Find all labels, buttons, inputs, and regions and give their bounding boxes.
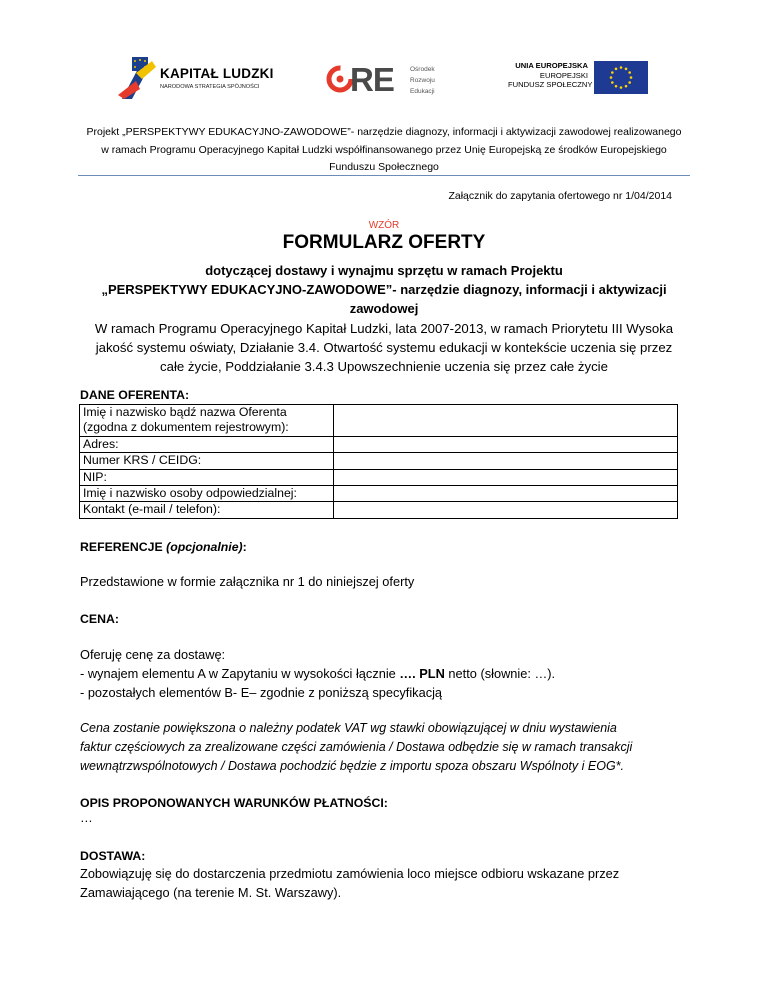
vat-note-line: Cena zostanie powiększona o należny podatek VAT wg stawki obowiązującej w dniu wystawienia: [80, 721, 617, 735]
table-row: [80, 453, 678, 469]
address-label: Adres:: [80, 436, 334, 452]
ore-text: RE: [350, 61, 394, 98]
eu-star-icon: [611, 71, 614, 74]
attachment-note: Załącznik do zapytania ofertowego nr 1/04/2014: [448, 190, 672, 202]
price-items-b-e: - pozostałych elementów B- E– zgodnie z poniższą specyfikacją: [80, 685, 443, 700]
project-description: Projekt „PERSPEKTYWY EDUKACYJNO-ZAWODOWE”- narzędzie diagnozy, informacji i aktywizacji zawodowej realizowanego w ramach Programu Operacyjnego Kapitał Ludzki współfinansowanego przez Unię Europejską ze środków Europejskiego Funduszu Społecznego: [86, 126, 682, 173]
eu-star-icon: [620, 66, 623, 69]
eu-star-icon: [630, 76, 633, 79]
kapital-ludzki-subtitle: NARODOWA STRATEGIA SPÓJNOŚCI: [160, 84, 260, 90]
kapital-ludzki-emblem-icon: [118, 55, 158, 100]
eu-star-icon: [615, 68, 618, 71]
krs-field[interactable]: [334, 453, 678, 469]
table-row: [80, 486, 678, 502]
page-title: FORMULARZ OFERTY: [282, 232, 486, 253]
responsible-person-field[interactable]: [334, 486, 678, 502]
nip-field[interactable]: [334, 469, 678, 485]
offeror-name-field[interactable]: [334, 405, 678, 437]
offeror-name-label: Imię i nazwisko bądź nazwa Oferenta (zgodna z dokumentem rejestrowym):: [80, 405, 334, 437]
eu-star-icon: [628, 71, 631, 74]
template-label: WZÓR: [368, 220, 400, 231]
table-row: [80, 436, 678, 452]
offeror-table: [79, 404, 678, 519]
contact-field[interactable]: [334, 502, 678, 518]
krs-label: Numer KRS / CEIDG:: [80, 453, 334, 469]
ore-logo: [326, 60, 456, 100]
table-row: [80, 469, 678, 485]
eu-star-icon: [611, 81, 614, 84]
payment-text: …: [80, 810, 93, 825]
references-text: Przedstawione w formie załącznika nr 1 do niniejszej oferty: [80, 574, 415, 589]
nip-label: NIP:: [80, 469, 334, 485]
eu-star-icon: [628, 81, 631, 84]
vat-note-line: faktur częściowych za zrealizowane części zamówienia / Dostawa odbędzie się w ramach transakcji: [80, 740, 633, 754]
references-heading: REFERENCJE (opcjonalnie):: [80, 540, 247, 554]
eu-flag-icon: [594, 61, 648, 94]
vat-note-line: wewnątrzwspólnotowych / Dostawa pochodzić będzie z importu spoza obszaru Wspólnoty i EOG*.: [80, 759, 625, 773]
header-divider: [78, 175, 690, 176]
responsible-person-label: Imię i nazwisko osoby odpowiedzialnej:: [80, 486, 334, 502]
offeror-heading: DANE OFERENTA:: [80, 388, 190, 402]
delivery-heading: DOSTAWA:: [80, 849, 146, 863]
delivery-text-line: Zobowiązuję się do dostarczenia przedmiotu zamówienia loco miejsce odbioru wskazane przez: [80, 866, 620, 881]
price-intro: Oferuję cenę za dostawę:: [80, 647, 226, 662]
ore-subtitle: Ośrodek Rozwoju Edukacji: [410, 66, 435, 95]
offer-subject: dotyczącej dostawy i wynajmu sprzętu w ramach Projektu „PERSPEKTYWY EDUKACYJNO-ZAWODOWE”- narzędzie diagnozy, informacji i aktywizacji zawodowej W ramach Programu Operacyjnego Kapitał Ludzki, lata 2007-2013, w ramach Priorytetu III Wysoka jakość systemu oświaty, Działanie 3.4. Otwartość systemu edukacji w kontekście uczenia się przez całe życie, Poddziałanie 3.4.3 Upowszechnienie uczenia się przez całe życie: [94, 263, 674, 375]
eu-star-icon: [610, 76, 613, 79]
address-field[interactable]: [334, 436, 678, 452]
eu-star-icon: [620, 86, 623, 89]
delivery-text-line: Zamawiającego (na terenie M. St. Warszawy).: [80, 885, 342, 900]
price-item-a: - wynajem elementu A w Zapytaniu w wysokości łącznie …. PLN netto (słownie: …).: [80, 666, 556, 681]
price-heading: CENA:: [80, 612, 119, 626]
eu-text: UNIA EUROPEJSKA EUROPEJSKI FUNDUSZ SPOŁECZNY: [508, 61, 593, 90]
eu-star-icon: [615, 85, 618, 88]
eu-star-icon: [625, 85, 628, 88]
kapital-ludzki-title: KAPITAŁ LUDZKI: [160, 66, 274, 81]
eu-logo: [508, 61, 648, 95]
payment-heading: OPIS PROPONOWANYCH WARUNKÓW PŁATNOŚCI:: [80, 796, 388, 810]
contact-label: Kontakt (e-mail / telefon):: [80, 502, 334, 518]
kapital-ludzki-logo: [118, 55, 274, 100]
eu-star-icon: [625, 68, 628, 71]
table-row: [80, 405, 678, 437]
table-row: [80, 502, 678, 518]
